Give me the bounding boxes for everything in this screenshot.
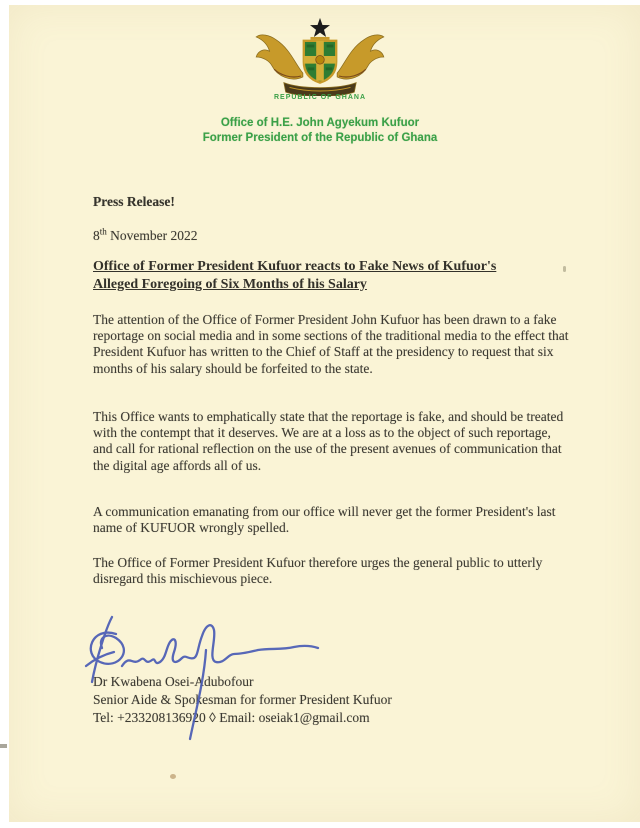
eagle-right-icon bbox=[337, 35, 384, 79]
press-release-label: Press Release! bbox=[93, 194, 175, 209]
paragraph-1: The attention of the Office of Former President John Kufuor has been drawn to a fake reportage on social media and in some sections of the traditional media to the effect that President Kufuor has written to the Chief of Staff at the presidency to request that six months of his salary should be forfeited to the state. bbox=[93, 312, 569, 376]
shield-icon bbox=[304, 41, 336, 83]
signatory-contact: Tel: +233208136920 ◊ Email: oseiak1@gmail.com bbox=[93, 710, 370, 725]
date-ordinal-suffix: th bbox=[99, 226, 107, 237]
office-line-1: Office of H.E. John Agyekum Kufuor bbox=[220, 117, 420, 129]
date-line bbox=[93, 228, 198, 244]
scan-speck bbox=[563, 266, 566, 272]
date-day: 8 bbox=[93, 228, 100, 243]
scan-speck bbox=[170, 774, 176, 779]
headline-line-2: Alleged Foregoing of Six Months of his Salary bbox=[93, 276, 367, 292]
eagle-left-icon bbox=[256, 35, 303, 79]
letterhead-office-title bbox=[0, 116, 640, 145]
office-line-2: Former President of the Republic of Ghana bbox=[202, 131, 438, 144]
signatory-title: Senior Aide & Spokesman for former President Kufuor bbox=[93, 692, 392, 707]
crest-caption: REPUBLIC OF GHANA bbox=[273, 94, 367, 101]
black-star-icon bbox=[310, 18, 330, 40]
paragraph-4: The Office of Former President Kufuor therefore urges the general public to utterly disregard this mischievous piece. bbox=[93, 555, 543, 587]
date-rest: November 2022 bbox=[106, 228, 198, 243]
paragraph-2: This Office wants to emphatically state that the reportage is fake, and should be treated with the contempt that it deserves. We are at a loss as to the object of such reportage, and call for rational reflection on the use of the present avenues of communication that the digital age affords all of us. bbox=[93, 409, 564, 473]
headline bbox=[93, 258, 585, 293]
paragraph-3: A communication emanating from our office will never get the former President's last name of KUFUOR wrongly spelled. bbox=[93, 504, 556, 536]
signatory-name: Dr Kwabena Osei-Adubofour bbox=[93, 674, 254, 689]
ghana-coat-of-arms bbox=[250, 16, 390, 96]
signatory-block bbox=[93, 673, 392, 727]
scan-speck bbox=[0, 744, 7, 748]
headline-line-1: Office of Former President Kufuor reacts to Fake News of Kufuor's bbox=[93, 259, 497, 274]
